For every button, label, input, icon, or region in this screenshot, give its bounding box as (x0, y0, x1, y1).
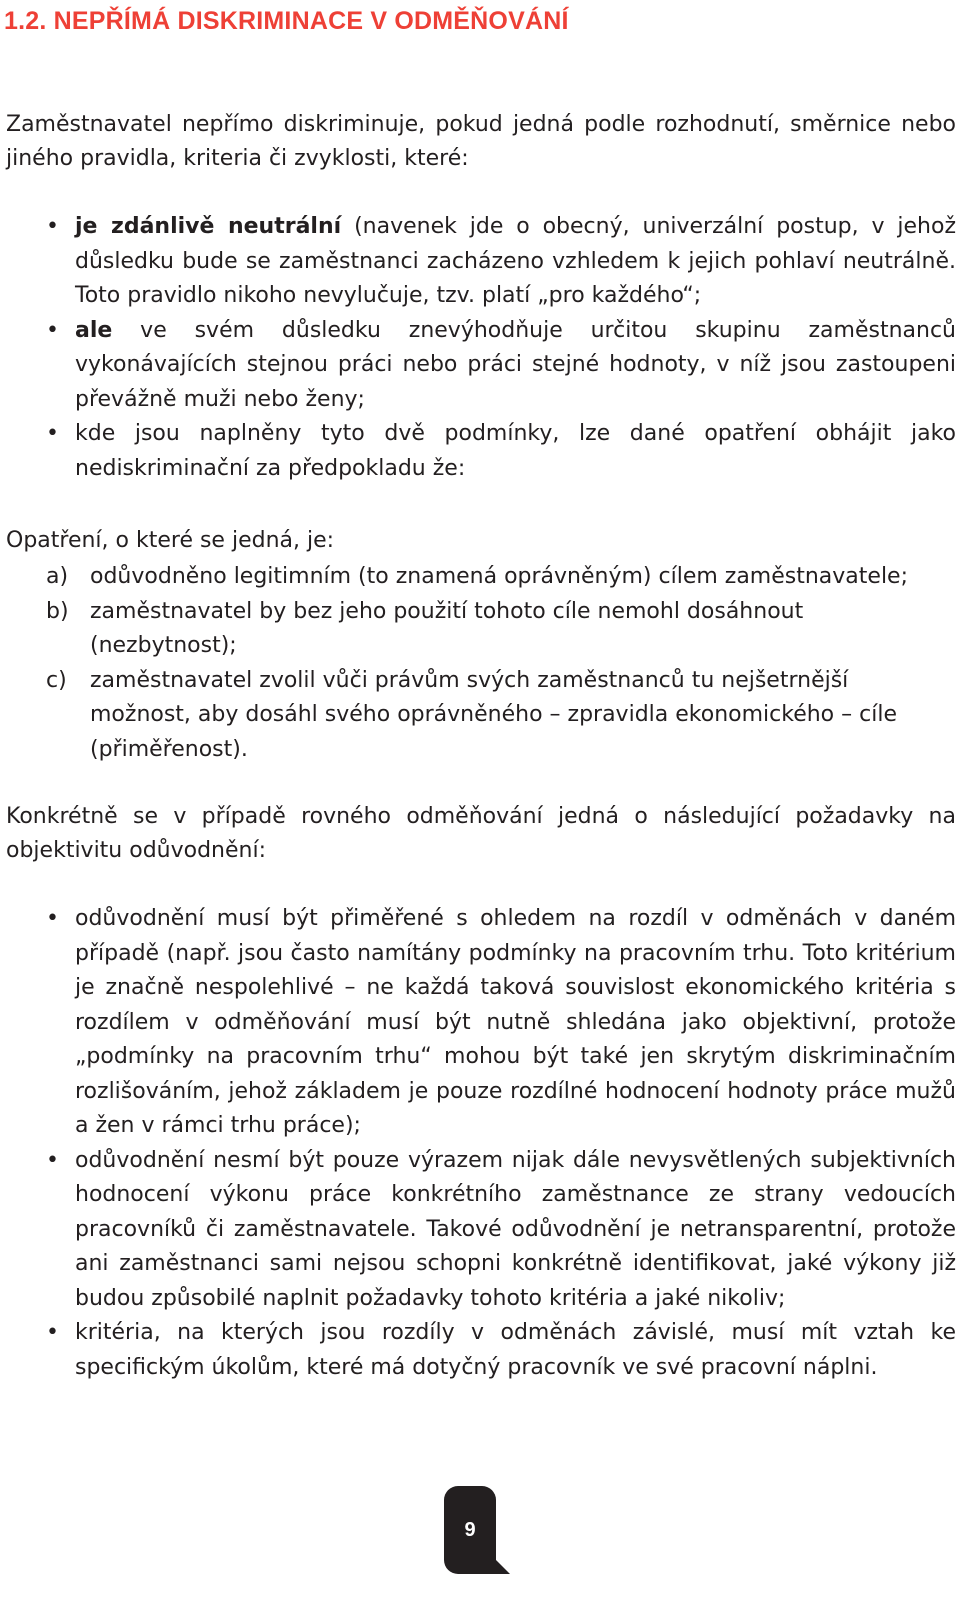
measure-text: zaměstnavatel zvolil vůči právům svých zaměstnanců tu nejšetrnější možnost, aby dosáhl svého oprávněného – zpravidla ekonomického – cíle (přiměřenost). (90, 667, 897, 762)
page-number-badge (444, 1486, 496, 1574)
conditions-list (0, 210, 956, 486)
measure-text: odůvodněno legitimním (to znamená oprávněným) cílem zaměstnavatele; (90, 564, 909, 589)
requirement-item (0, 902, 956, 1144)
intro-paragraph: Zaměstnavatel nepřímo diskriminuje, pokud jedná podle rozhodnutí, směrnice nebo jiného pravidla, kriteria či zvyklosti, které: (6, 112, 956, 171)
requirements-intro: Konkrétně se v případě rovného odměňování jedná o následující požadavky na objektivitu odůvodnění: (6, 804, 956, 863)
measure-item (0, 560, 950, 595)
condition-item (0, 417, 956, 486)
bullet-icon: • (46, 1147, 59, 1173)
measures-list (0, 560, 950, 767)
bullet-icon: • (46, 421, 59, 446)
condition-text: ve svém důsledku znevýhodňuje určitou skupinu zaměstnanců vykonávajících stejnou práci nebo práci stejné hodnoty, v níž jsou zastoupeni převážně muži nebo ženy; (75, 317, 956, 412)
measure-letter: a) (46, 564, 69, 589)
requirement-text: odůvodnění nesmí být pouze výrazem nijak dále nevysvětlených subjektivních hodnocení výkonu práce konkrétního zaměstnance ze strany vedoucích pracovníků či zaměstnavatele. Takové odůvodnění je netransparentní, protože ani zaměstnanci sami nejsou schopni konkrétně identifikovat, jaké výkony již budou způsobilé naplnit požadavky tohoto kritéria a jaké nikoliv; (75, 1147, 956, 1311)
bullet-icon: • (46, 214, 59, 239)
condition-bold: je zdánlivě neutrální (75, 214, 342, 239)
requirement-text: kritéria, na kterých jsou rozdíly v odměnách závislé, musí mít vztah ke specifickým úkolům, které má dotyčný pracovník ve své pracovní náplni. (75, 1320, 956, 1380)
condition-text: (navenek jde o obecný, univerzální postup, v jehož důsledku bude se zaměstnanci zacházeno vzhledem k jejich pohlaví neutrálně. Toto pravidlo nikoho nevylučuje, tzv. platí „pro každého“; (75, 214, 957, 308)
page-number: 9 (464, 1518, 476, 1541)
condition-text: kde jsou naplněny tyto dvě podmínky, lze dané opatření obhájit jako nediskriminační za předpokladu že: (75, 421, 956, 481)
measure-letter: b) (46, 598, 69, 624)
measure-letter: c) (46, 667, 67, 693)
measure-text: zaměstnavatel by bez jeho použití tohoto cíle nemohl dosáhnout (nezbytnost); (90, 598, 804, 658)
measure-intro: Opatření, o které se jedná, je: (6, 528, 335, 553)
condition-item (0, 314, 956, 418)
requirement-item (0, 1144, 956, 1317)
bullet-icon: • (46, 906, 59, 931)
measure-item (0, 595, 950, 664)
requirements-list (0, 902, 956, 1385)
condition-bold: ale (75, 317, 113, 343)
badge-tail (494, 1558, 510, 1574)
bullet-icon: • (46, 1320, 59, 1345)
condition-item (0, 210, 956, 314)
section-heading: 1.2. NEPŘÍMÁ DISKRIMINACE V ODMĚŇOVÁNÍ (4, 7, 569, 35)
measure-item (0, 664, 950, 768)
requirement-item (0, 1316, 956, 1385)
requirement-text: odůvodnění musí být přiměřené s ohledem na rozdíl v odměnách v daném případě (např. jsou často namítány podmínky na pracovním trhu. Toto kritérium je značně nespolehlivé – ne každá taková souvislost ekonomického kritéria s rozdílem v odměňování musí být nutně shledána jako objektivní, protože „podmínky na pracovním trhu“ mohou být také jen skrytým diskriminačním rozlišováním, jehož základem je pouze rozdílné hodnocení hodnoty práce mužů a žen v rámci trhu práce); (75, 906, 956, 1138)
bullet-icon: • (46, 317, 59, 343)
